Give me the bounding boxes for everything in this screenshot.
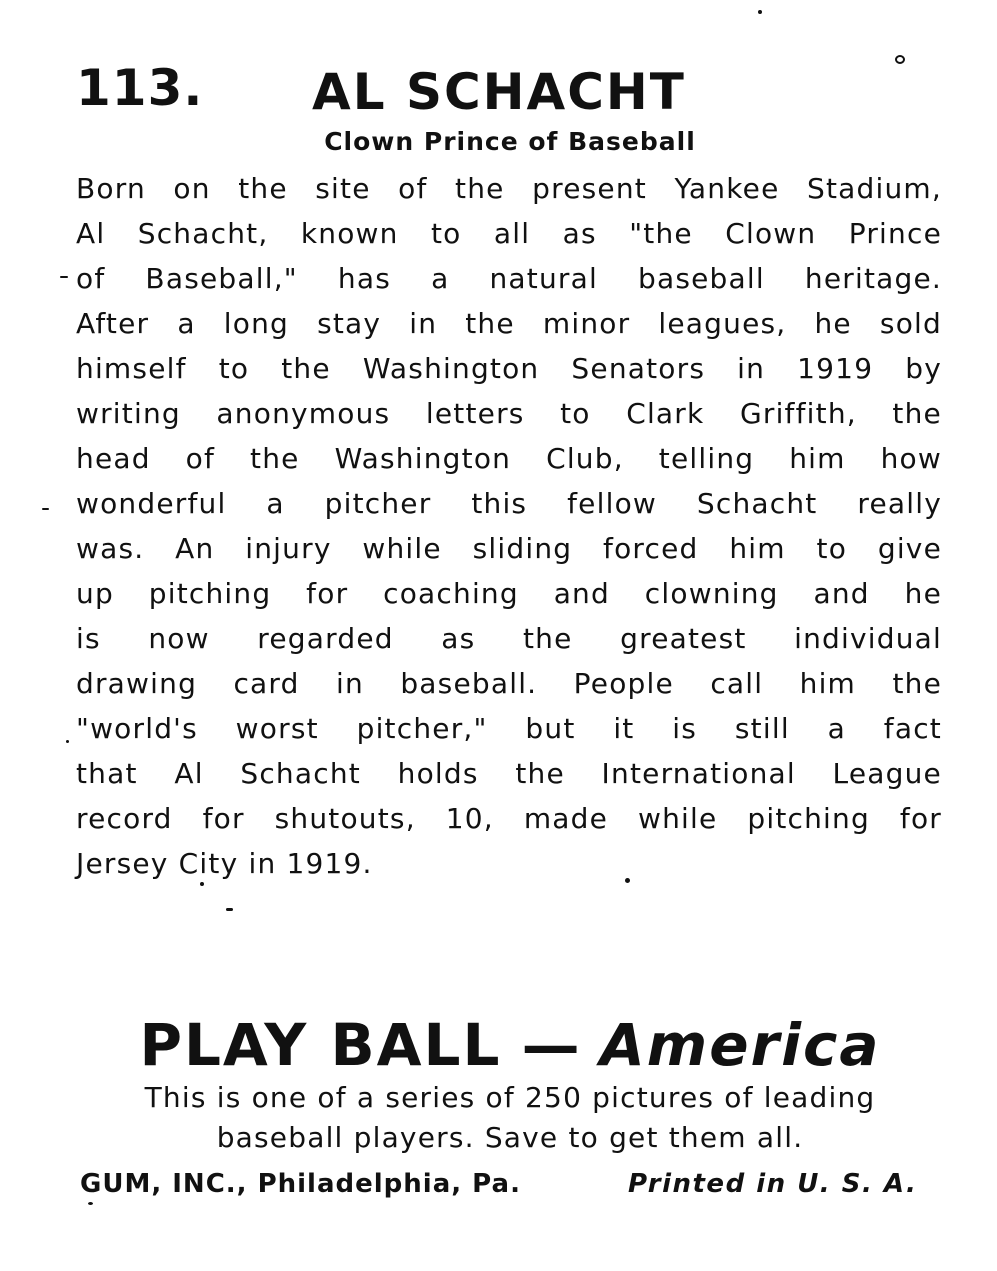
series-description-line: baseball players. Save to get them all. bbox=[216, 1121, 804, 1154]
print-speck bbox=[758, 10, 762, 14]
publisher-credit: GUM, INC., Philadelphia, Pa. bbox=[80, 1169, 521, 1199]
print-speck bbox=[42, 508, 49, 510]
bio-line: head of the Washington Club, telling him how bbox=[76, 442, 942, 475]
print-speck bbox=[60, 276, 68, 278]
bio-line: himself to the Washington Senators in 1919 by bbox=[76, 352, 942, 385]
bio-line: is now regarded as the greatest individual bbox=[76, 622, 942, 655]
print-speck bbox=[895, 55, 905, 64]
bio-line: of Baseball," has a natural baseball heritage. bbox=[76, 262, 942, 295]
bio-line: After a long stay in the minor leagues, he sold bbox=[76, 307, 942, 340]
series-title-play-ball: PLAY BALL bbox=[139, 1011, 502, 1079]
biography bbox=[76, 166, 942, 886]
printed-in-credit: Printed in U. S. A. bbox=[628, 1169, 918, 1199]
print-speck bbox=[226, 908, 233, 911]
print-speck bbox=[200, 882, 204, 886]
bio-line: "world's worst pitcher," but it is still a fact bbox=[76, 712, 942, 745]
print-speck bbox=[88, 1202, 93, 1205]
bio-line: up pitching for coaching and clowning and he bbox=[76, 577, 942, 610]
bio-line: was. An injury while sliding forced him to give bbox=[76, 532, 942, 565]
bio-line: Born on the site of the present Yankee Stadium, bbox=[76, 172, 942, 205]
print-speck bbox=[625, 878, 630, 883]
bio-line: record for shutouts, 10, made while pitching for bbox=[76, 802, 942, 835]
series-title bbox=[0, 1008, 997, 1082]
bio-line: that Al Schacht holds the International League bbox=[76, 757, 942, 790]
print-speck bbox=[66, 740, 69, 743]
player-name: AL SCHACHT bbox=[312, 63, 686, 121]
bio-line: Jersey City in 1919. bbox=[76, 847, 373, 880]
bio-line: writing anonymous letters to Clark Griffith, the bbox=[76, 397, 942, 430]
series-title-dash: — bbox=[521, 1011, 580, 1079]
series-description bbox=[0, 1078, 997, 1158]
card-number: 113. bbox=[76, 59, 204, 117]
player-nickname: Clown Prince of Baseball bbox=[324, 127, 696, 156]
bio-line: Al Schacht, known to all as "the Clown Prince bbox=[76, 217, 942, 250]
bio-line: wonderful a pitcher this fellow Schacht really bbox=[76, 487, 942, 520]
bio-line: drawing card in baseball. People call him the bbox=[76, 667, 942, 700]
series-title-america: America bbox=[599, 1011, 881, 1079]
series-description-line: This is one of a series of 250 pictures of leading bbox=[144, 1081, 876, 1114]
